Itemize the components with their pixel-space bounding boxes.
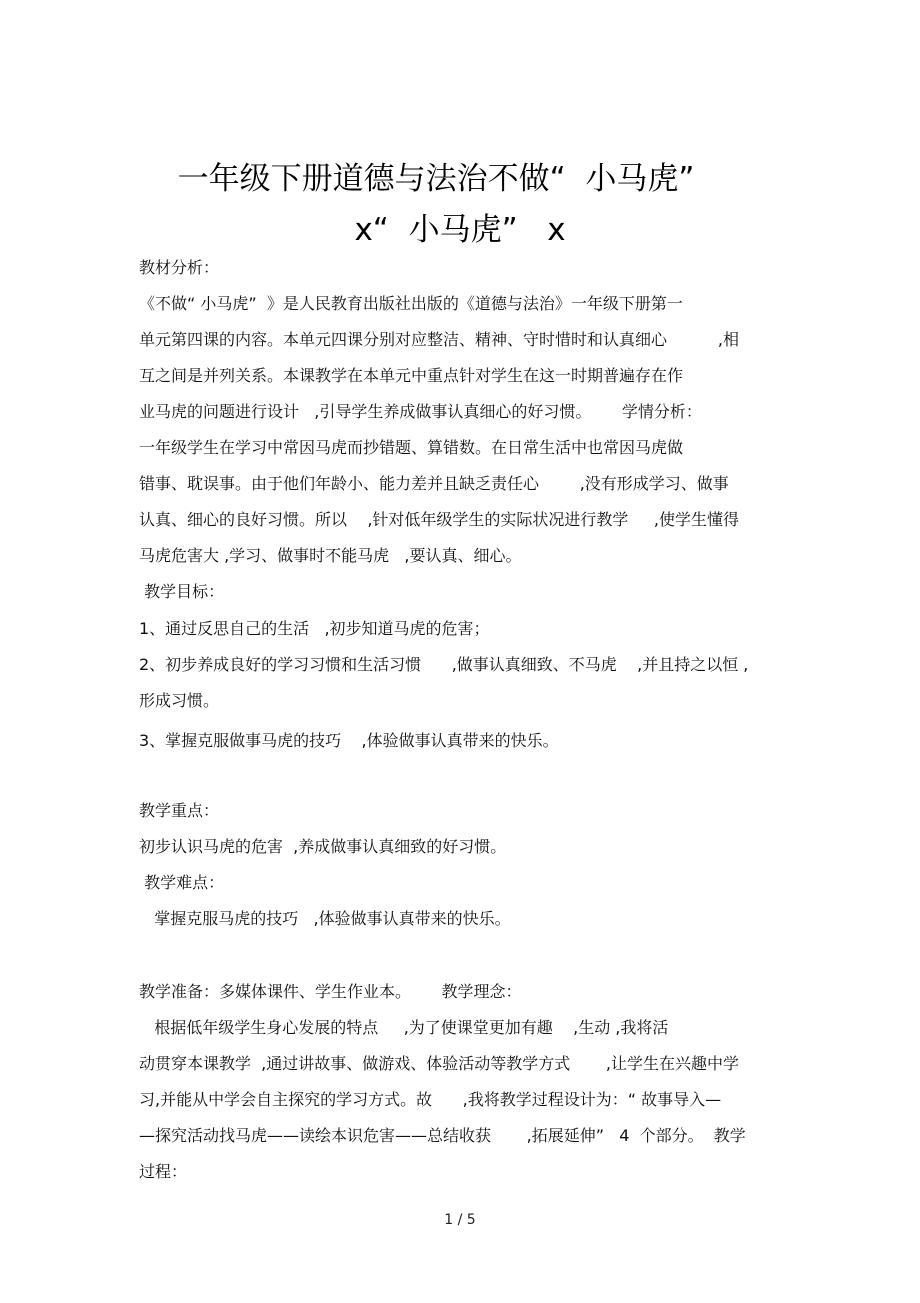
key-points-text: 初步认识马虎的危害 ,养成做事认真细致的好习惯。 bbox=[139, 837, 507, 856]
section-heading-key-points: 教学重点： bbox=[139, 801, 220, 820]
paragraph-line: 《不做“ 小马虎” 》是人民教育出版社出版的《道德与法治》一年级下册第一 bbox=[139, 294, 683, 313]
document-title-line-1: 一年级下册道德与法治不做“ 小马虎” bbox=[177, 161, 695, 197]
paragraph-line: 根据低年级学生身心发展的特点 ,为了使课堂更加有趣 ,生动 ,我将活 bbox=[139, 1018, 669, 1037]
paragraph-line: 动贯穿本课教学 ,通过讲故事、做游戏、体验活动等教学方式 ,让学生在兴趣中学 bbox=[139, 1054, 739, 1073]
page-number: 1 / 5 bbox=[444, 1212, 476, 1228]
paragraph-line: —探究活动找马虎——读绘本识危害——总结收获 ,拓展延伸” 4 个部分。 教学 bbox=[139, 1126, 746, 1145]
goal-item-2: 2、初步养成良好的学习习惯和生活习惯 ,做事认真细致、不马虎 ,并且持之以恒 , bbox=[139, 655, 749, 674]
paragraph-line: 单元第四课的内容。本单元四课分别对应整洁、精神、守时惜时和认真细心 ,相 bbox=[139, 330, 739, 349]
preparation-and-philosophy-line: 教学准备：多媒体课件、学生作业本。 教学理念： bbox=[139, 982, 522, 1001]
difficulties-text: 掌握克服马虎的技巧 ,体验做事认真带来的快乐。 bbox=[139, 909, 511, 928]
paragraph-line: 马虎危害大 ,学习、做事时不能马虎 ,要认真、细心。 bbox=[139, 546, 522, 565]
paragraph-line: 业马虎的问题进行设计 ,引导学生养成做事认真细心的好习惯。 学情分析： bbox=[139, 402, 702, 421]
paragraph-line: 习,并能从中学会自主探究的学习方式。故 ,我将教学过程设计为：“ 故事导入— bbox=[139, 1090, 722, 1109]
goal-item-2-continued: 形成习惯。 bbox=[139, 691, 220, 710]
goal-item-3: 3、掌握克服做事马虎的技巧 ,体验做事认真带来的快乐。 bbox=[139, 731, 559, 750]
paragraph-line: 错事、耽误事。由于他们年龄小、能力差并且缺乏责任心 ,没有形成学习、做事 bbox=[139, 474, 729, 493]
section-heading-material-analysis: 教材分析： bbox=[139, 258, 220, 277]
paragraph-line: 过程： bbox=[139, 1162, 188, 1181]
goal-item-1: 1、通过反思自己的生活 ,初步知道马虎的危害； bbox=[139, 619, 490, 638]
section-heading-difficulties: 教学难点： bbox=[139, 873, 225, 892]
paragraph-line: 互之间是并列关系。本课教学在本单元中重点针对学生在这一时期普遍存在作 bbox=[139, 366, 684, 385]
section-heading-teaching-goals: 教学目标： bbox=[139, 582, 225, 601]
paragraph-line: 认真、细心的良好习惯。所以 ,针对低年级学生的实际状况进行教学 ,使学生懂得 bbox=[139, 510, 739, 529]
paragraph-line: 一年级学生在学习中常因马虎而抄错题、算错数。在日常生活中也常因马虎做 bbox=[139, 438, 684, 457]
document-title-line-2: x“ 小马虎” x bbox=[354, 212, 566, 248]
